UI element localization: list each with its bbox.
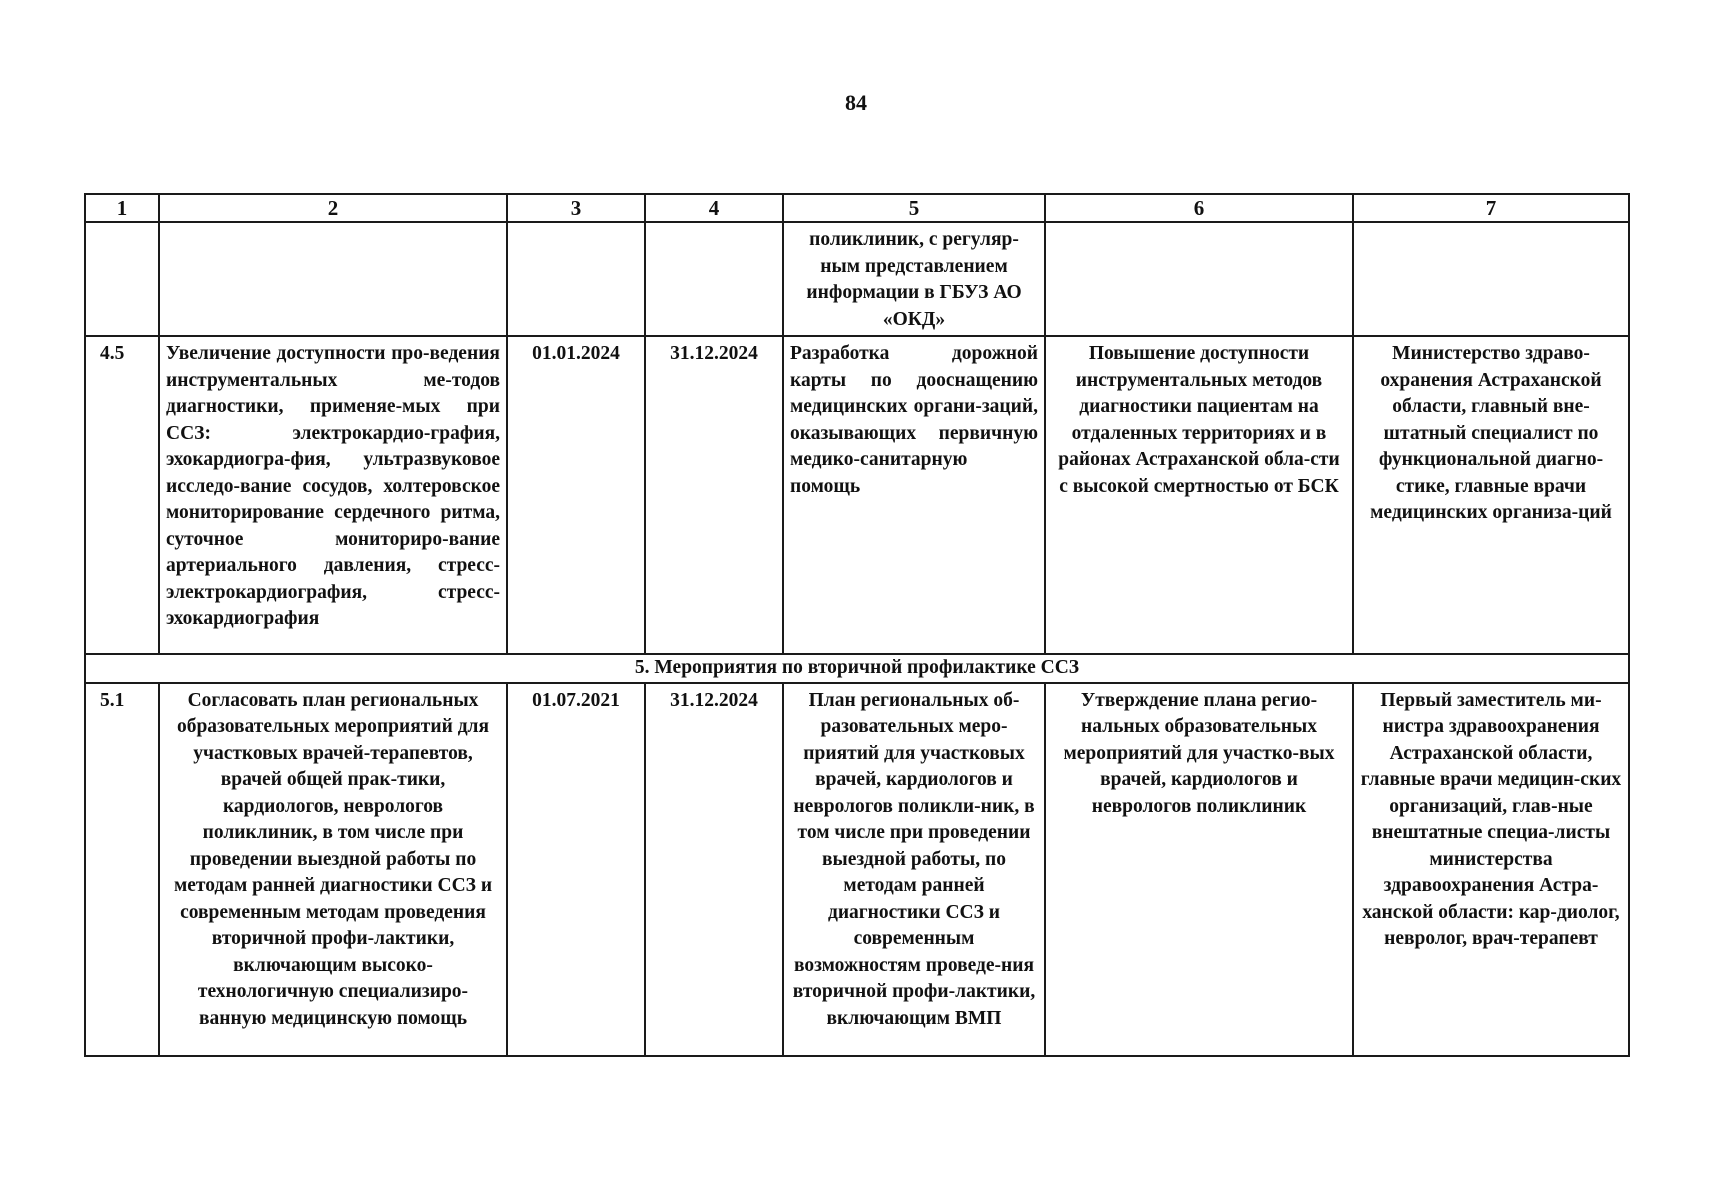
expected-result: План региональных об-разовательных меро-приятий для участковых врачей, кардиологов и неврологов поликли-ник, в том числе при проведении выездной работы, по методам ранней диагностики ССЗ и современным возможностям проведе-ния вторичной профи-лактики, включающим ВМП (783, 683, 1045, 1056)
responsible: Министерство здраво-охранения Астраханской области, главный вне-штатный специалист по функциональной диагно-стике, главные врачи медицинских организа-ций (1353, 336, 1629, 654)
end-date: 31.12.2024 (645, 683, 783, 1056)
table-row-5-1 (85, 683, 1629, 1056)
row-number: 5.1 (85, 683, 159, 1056)
header-col-1: 1 (85, 194, 159, 222)
row-number: 4.5 (85, 336, 159, 654)
section-heading: 5. Мероприятия по вторичной профилактике ССЗ (85, 654, 1629, 683)
header-col-5: 5 (783, 194, 1045, 222)
indicator: Повышение доступности инструментальных методов диагностики пациентам на отдаленных территориях и в районах Астраханской обла-сти с высокой смертностью от БСК (1045, 336, 1353, 654)
header-col-3: 3 (507, 194, 645, 222)
header-col-2: 2 (159, 194, 507, 222)
measure-description: Согласовать план региональных образовательных мероприятий для участковых врачей-терапевтов, врачей общей прак-тики, кардиологов, неврологов поликлиник, в том числе при проведении выездной работы по методам ранней диагностики ССЗ и современным методам проведения вторичной профи-лактики, включающим высоко-технологичную специализиро-ванную медицинскую помощь (159, 683, 507, 1056)
header-col-7: 7 (1353, 194, 1629, 222)
measure-description: Увеличение доступности про-ведения инструментальных ме-тодов диагностики, применяе-мых при ССЗ: электрокардио-графия, эхокардиогра-фия, ультразвуковое исследо-вание сосудов, холтеровское мониторирование сердечного ритма, суточное мониториро-вание артериального давления, стресс-электрокардиография, стресс-эхокардиография (159, 336, 507, 654)
table-row-4-5 (85, 336, 1629, 654)
indicator: Утверждение плана регио-нальных образовательных мероприятий для участко-вых врачей, кардиологов и неврологов поликлиник (1045, 683, 1353, 1056)
cont-cell-3 (507, 222, 645, 336)
header-row (85, 194, 1629, 222)
page-number: 84 (845, 90, 867, 115)
header-col-6: 6 (1045, 194, 1353, 222)
cont-cell-1 (85, 222, 159, 336)
header-col-4: 4 (645, 194, 783, 222)
end-date: 31.12.2024 (645, 336, 783, 654)
cont-cell-2 (159, 222, 507, 336)
start-date: 01.01.2024 (507, 336, 645, 654)
cont-cell-6 (1045, 222, 1353, 336)
measures-table (84, 193, 1630, 1057)
continuation-row (85, 222, 1629, 336)
cont-cell-4 (645, 222, 783, 336)
responsible: Первый заместитель ми-нистра здравоохранения Астраханской области, главные врачи медицин-ских организаций, глав-ные внештатные специа-листы министерства здравоохранения Астра-ханской области: кар-диолог, невролог, врач-терапевт (1353, 683, 1629, 1056)
cont-cell-7 (1353, 222, 1629, 336)
start-date: 01.07.2021 (507, 683, 645, 1056)
cont-result: поликлиник, с регуляр-ным представлением информации в ГБУЗ АО «ОКД» (783, 222, 1045, 336)
section-row (85, 654, 1629, 683)
expected-result: Разработка дорожной карты по дооснащению медицинских органи-заций, оказывающих первичную медико-санитарную помощь (783, 336, 1045, 654)
